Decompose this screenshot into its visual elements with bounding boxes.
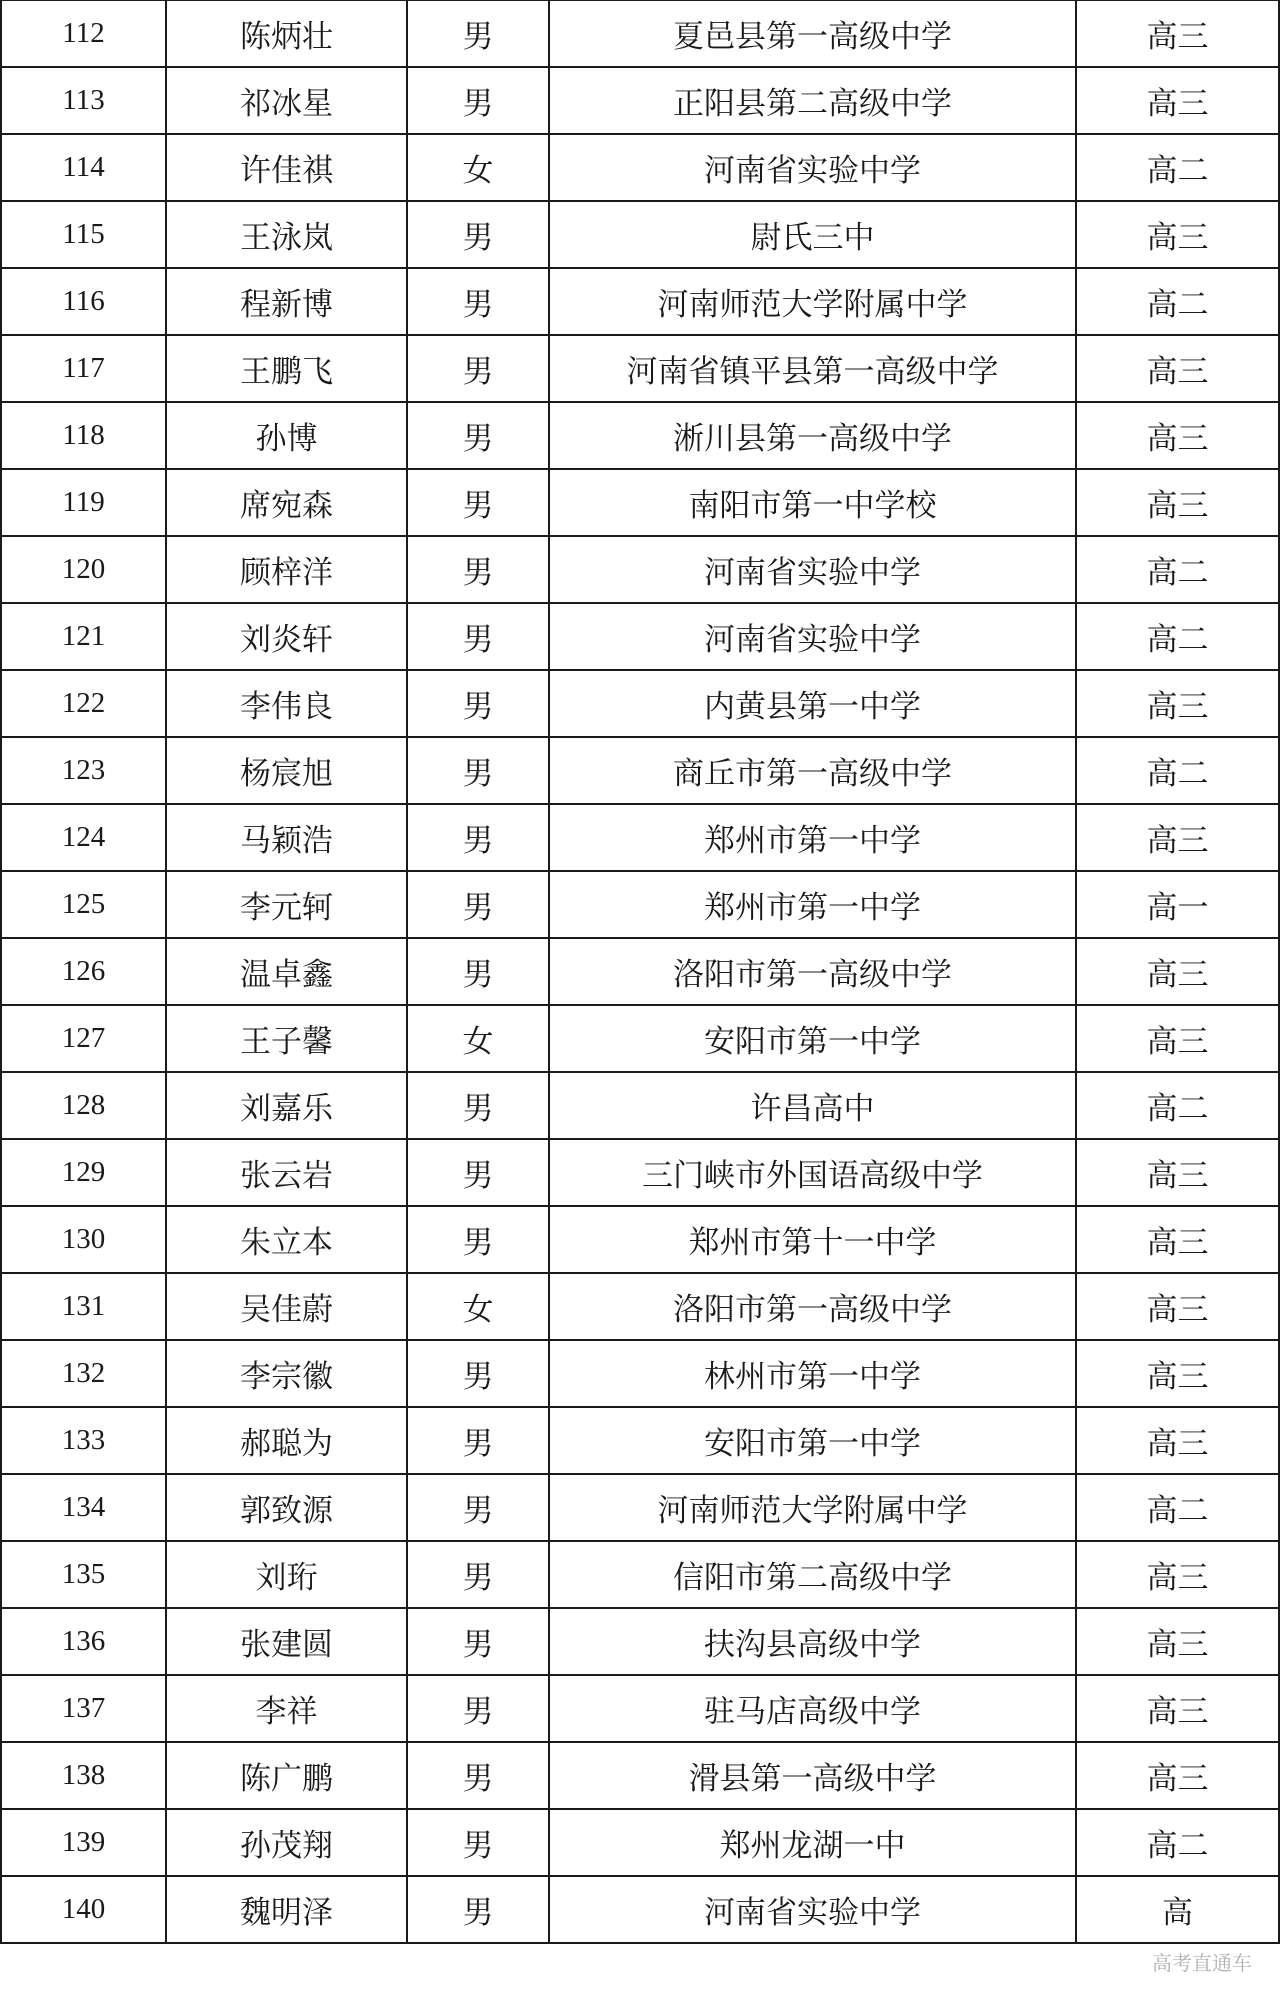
cell-number: 123 [1, 737, 166, 804]
cell-gender: 男 [407, 67, 549, 134]
cell-grade: 高三 [1076, 938, 1279, 1005]
cell-gender: 男 [407, 201, 549, 268]
cell-number: 134 [1, 1474, 166, 1541]
cell-number: 126 [1, 938, 166, 1005]
cell-grade: 高三 [1076, 201, 1279, 268]
table-row [1, 670, 1279, 737]
cell-school: 郑州市第十一中学 [549, 1206, 1076, 1273]
cell-number: 125 [1, 871, 166, 938]
cell-gender: 男 [407, 268, 549, 335]
cell-school: 内黄县第一中学 [549, 670, 1076, 737]
table-row [1, 1608, 1279, 1675]
cell-school: 南阳市第一中学校 [549, 469, 1076, 536]
cell-name: 陈广鹏 [166, 1742, 407, 1809]
table-row [1, 402, 1279, 469]
cell-name: 刘珩 [166, 1541, 407, 1608]
cell-school: 尉氏三中 [549, 201, 1076, 268]
cell-grade: 高一 [1076, 871, 1279, 938]
cell-name: 程新博 [166, 268, 407, 335]
cell-number: 112 [1, 0, 166, 67]
cell-number: 124 [1, 804, 166, 871]
cell-gender: 女 [407, 1273, 549, 1340]
cell-school: 林州市第一中学 [549, 1340, 1076, 1407]
cell-grade: 高三 [1076, 67, 1279, 134]
table-row [1, 268, 1279, 335]
cell-school: 信阳市第二高级中学 [549, 1541, 1076, 1608]
table-row [1, 603, 1279, 670]
cell-gender: 男 [407, 1139, 549, 1206]
table-row [1, 1876, 1279, 1943]
watermark-text: 高考直通车 [1152, 1951, 1252, 1975]
cell-gender: 男 [407, 0, 549, 67]
cell-name: 祁冰星 [166, 67, 407, 134]
cell-number: 132 [1, 1340, 166, 1407]
cell-school: 郑州市第一中学 [549, 804, 1076, 871]
cell-number: 135 [1, 1541, 166, 1608]
cell-school: 淅川县第一高级中学 [549, 402, 1076, 469]
cell-grade: 高三 [1076, 1273, 1279, 1340]
cell-school: 扶沟县高级中学 [549, 1608, 1076, 1675]
cell-school: 河南省实验中学 [549, 603, 1076, 670]
cell-number: 136 [1, 1608, 166, 1675]
cell-number: 133 [1, 1407, 166, 1474]
cell-number: 128 [1, 1072, 166, 1139]
cell-school: 滑县第一高级中学 [549, 1742, 1076, 1809]
cell-gender: 男 [407, 1474, 549, 1541]
cell-gender: 女 [407, 134, 549, 201]
cell-name: 郭致源 [166, 1474, 407, 1541]
cell-grade: 高二 [1076, 536, 1279, 603]
cell-name: 陈炳壮 [166, 0, 407, 67]
cell-school: 河南师范大学附属中学 [549, 1474, 1076, 1541]
cell-school: 郑州龙湖一中 [549, 1809, 1076, 1876]
cell-grade: 高三 [1076, 804, 1279, 871]
cell-grade: 高二 [1076, 268, 1279, 335]
cell-school: 夏邑县第一高级中学 [549, 0, 1076, 67]
cell-number: 140 [1, 1876, 166, 1943]
cell-school: 许昌高中 [549, 1072, 1076, 1139]
cell-gender: 男 [407, 871, 549, 938]
table-row [1, 1005, 1279, 1072]
cell-school: 河南省实验中学 [549, 536, 1076, 603]
cell-number: 114 [1, 134, 166, 201]
table-row [1, 134, 1279, 201]
cell-name: 郝聪为 [166, 1407, 407, 1474]
cell-number: 131 [1, 1273, 166, 1340]
cell-grade: 高三 [1076, 1675, 1279, 1742]
cell-gender: 男 [407, 938, 549, 1005]
cell-number: 119 [1, 469, 166, 536]
cell-school: 安阳市第一中学 [549, 1005, 1076, 1072]
table-row [1, 536, 1279, 603]
cell-name: 张建圆 [166, 1608, 407, 1675]
cell-school: 三门峡市外国语高级中学 [549, 1139, 1076, 1206]
cell-school: 河南省镇平县第一高级中学 [549, 335, 1076, 402]
cell-number: 117 [1, 335, 166, 402]
cell-name: 孙博 [166, 402, 407, 469]
cell-grade: 高二 [1076, 1809, 1279, 1876]
cell-gender: 男 [407, 1541, 549, 1608]
student-list-body [1, 0, 1279, 1943]
cell-number: 120 [1, 536, 166, 603]
table-row [1, 871, 1279, 938]
cell-gender: 男 [407, 737, 549, 804]
table-row [1, 938, 1279, 1005]
cell-number: 139 [1, 1809, 166, 1876]
cell-grade: 高三 [1076, 402, 1279, 469]
cell-grade: 高三 [1076, 0, 1279, 67]
cell-gender: 男 [407, 1340, 549, 1407]
cell-name: 刘炎轩 [166, 603, 407, 670]
cell-grade: 高三 [1076, 1206, 1279, 1273]
cell-name: 李元轲 [166, 871, 407, 938]
cell-name: 许佳祺 [166, 134, 407, 201]
cell-school: 安阳市第一中学 [549, 1407, 1076, 1474]
cell-grade: 高三 [1076, 1139, 1279, 1206]
cell-number: 138 [1, 1742, 166, 1809]
table-row [1, 469, 1279, 536]
table-row [1, 804, 1279, 871]
cell-grade: 高三 [1076, 1005, 1279, 1072]
cell-grade: 高二 [1076, 603, 1279, 670]
cell-number: 118 [1, 402, 166, 469]
cell-school: 郑州市第一中学 [549, 871, 1076, 938]
cell-grade: 高 [1076, 1876, 1279, 1943]
cell-gender: 女 [407, 1005, 549, 1072]
cell-grade: 高三 [1076, 1407, 1279, 1474]
cell-gender: 男 [407, 536, 549, 603]
table-row [1, 201, 1279, 268]
table-row [1, 67, 1279, 134]
cell-gender: 男 [407, 1742, 549, 1809]
cell-grade: 高三 [1076, 335, 1279, 402]
cell-number: 116 [1, 268, 166, 335]
cell-name: 杨宸旭 [166, 737, 407, 804]
cell-school: 洛阳市第一高级中学 [549, 938, 1076, 1005]
cell-school: 驻马店高级中学 [549, 1675, 1076, 1742]
cell-name: 顾梓洋 [166, 536, 407, 603]
cell-number: 129 [1, 1139, 166, 1206]
cell-school: 河南省实验中学 [549, 134, 1076, 201]
cell-name: 魏明泽 [166, 1876, 407, 1943]
cell-gender: 男 [407, 1206, 549, 1273]
cell-gender: 男 [407, 603, 549, 670]
cell-gender: 男 [407, 1876, 549, 1943]
cell-gender: 男 [407, 1407, 549, 1474]
cell-school: 河南师范大学附属中学 [549, 268, 1076, 335]
table-row [1, 1206, 1279, 1273]
cell-number: 122 [1, 670, 166, 737]
cell-name: 王泳岚 [166, 201, 407, 268]
cell-name: 孙茂翔 [166, 1809, 407, 1876]
table-row [1, 0, 1279, 67]
cell-name: 刘嘉乐 [166, 1072, 407, 1139]
cell-number: 127 [1, 1005, 166, 1072]
cell-grade: 高三 [1076, 670, 1279, 737]
table-row [1, 1541, 1279, 1608]
table-row [1, 737, 1279, 804]
cell-name: 温卓鑫 [166, 938, 407, 1005]
table-row [1, 1675, 1279, 1742]
cell-number: 113 [1, 67, 166, 134]
cell-gender: 男 [407, 1608, 549, 1675]
cell-name: 李宗徽 [166, 1340, 407, 1407]
cell-name: 王子馨 [166, 1005, 407, 1072]
cell-gender: 男 [407, 1809, 549, 1876]
cell-name: 李伟良 [166, 670, 407, 737]
table-row [1, 1809, 1279, 1876]
cell-name: 王鹏飞 [166, 335, 407, 402]
table-row [1, 1340, 1279, 1407]
cell-number: 130 [1, 1206, 166, 1273]
cell-school: 河南省实验中学 [549, 1876, 1076, 1943]
cell-grade: 高三 [1076, 469, 1279, 536]
cell-name: 张云岩 [166, 1139, 407, 1206]
cell-grade: 高二 [1076, 134, 1279, 201]
cell-gender: 男 [407, 804, 549, 871]
cell-gender: 男 [407, 1072, 549, 1139]
cell-name: 李祥 [166, 1675, 407, 1742]
cell-grade: 高二 [1076, 1474, 1279, 1541]
table-row [1, 1742, 1279, 1809]
cell-name: 席宛森 [166, 469, 407, 536]
table-row [1, 1474, 1279, 1541]
cell-name: 马颖浩 [166, 804, 407, 871]
cell-gender: 男 [407, 670, 549, 737]
cell-number: 137 [1, 1675, 166, 1742]
cell-number: 115 [1, 201, 166, 268]
cell-gender: 男 [407, 335, 549, 402]
cell-grade: 高三 [1076, 1608, 1279, 1675]
table-row [1, 1273, 1279, 1340]
table-row [1, 335, 1279, 402]
cell-grade: 高三 [1076, 1541, 1279, 1608]
cell-number: 121 [1, 603, 166, 670]
cell-grade: 高二 [1076, 737, 1279, 804]
cell-grade: 高三 [1076, 1340, 1279, 1407]
cell-gender: 男 [407, 402, 549, 469]
cell-gender: 男 [407, 1675, 549, 1742]
cell-school: 正阳县第二高级中学 [549, 67, 1076, 134]
cell-school: 商丘市第一高级中学 [549, 737, 1076, 804]
cell-grade: 高三 [1076, 1742, 1279, 1809]
cell-gender: 男 [407, 469, 549, 536]
table-row [1, 1407, 1279, 1474]
cell-name: 吴佳蔚 [166, 1273, 407, 1340]
cell-grade: 高二 [1076, 1072, 1279, 1139]
table-row [1, 1139, 1279, 1206]
table-row [1, 1072, 1279, 1139]
cell-name: 朱立本 [166, 1206, 407, 1273]
cell-school: 洛阳市第一高级中学 [549, 1273, 1076, 1340]
